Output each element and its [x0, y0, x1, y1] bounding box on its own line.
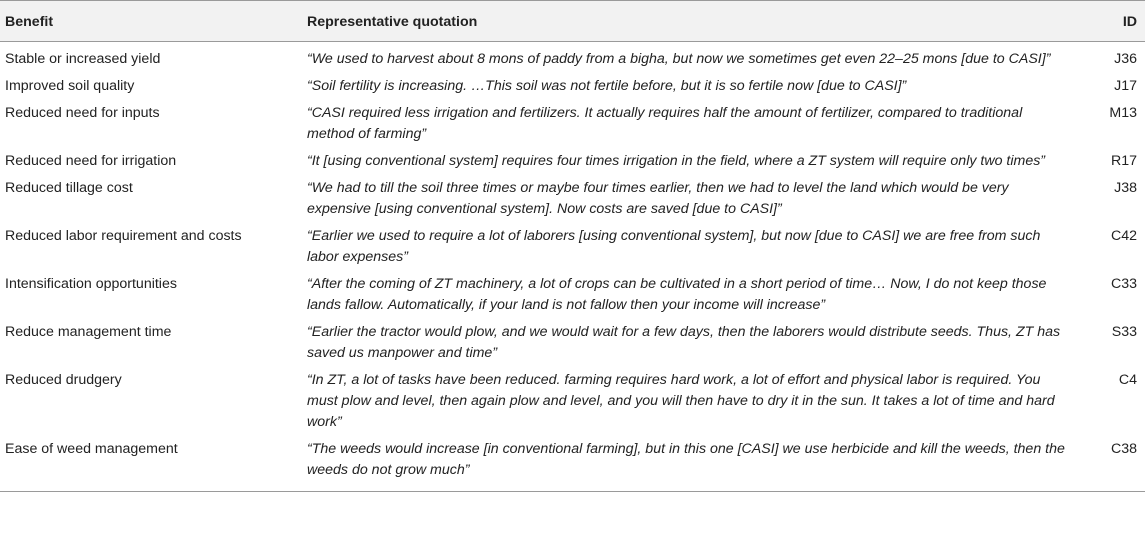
id-cell: M13 [1109, 105, 1137, 121]
id-cell: C42 [1110, 228, 1137, 244]
id-cell: S33 [1111, 324, 1137, 340]
benefit-cell: Reduced need for irrigation [5, 153, 177, 169]
header-id: ID [1070, 1, 1145, 42]
table-row [0, 76, 1145, 103]
id-cell: C4 [1118, 372, 1137, 388]
quotation-cell: “CASI required less irrigation and fertilizers. It actually requires half the amount of fertilizer, compared to traditional method of farming” [307, 105, 1023, 142]
table-header [0, 1, 1145, 42]
benefit-cell: Reduced tillage cost [5, 180, 133, 196]
quotation-cell: “The weeds would increase [in conventional farming], but in this one [CASI] we use herbicide and kill the weeds, then the weeds do not grow much” [302, 439, 1070, 492]
benefit-cell: Reduced drudgery [5, 372, 122, 388]
header-row [0, 1, 1145, 42]
table-row [0, 178, 1145, 226]
quotation-cell: “In ZT, a lot of tasks have been reduced. farming requires hard work, a lot of effort and physical labor is required. You must plow and level, then again plow and level, and you will then have to dry it in the sun. It takes a lot of time and hard work” [307, 372, 1055, 430]
table-row [0, 322, 1145, 370]
id-cell: J38 [1114, 180, 1137, 196]
benefit-cell: Stable or increased yield [5, 51, 161, 67]
quotation-cell: “Earlier the tractor would plow, and we would wait for a few days, then the laborers would distribute seeds. Thus, ZT has saved us manpower and time” [307, 324, 1061, 361]
quotation-cell: “Earlier we used to require a lot of laborers [using conventional system], but now [due to CASI] we are free from such labor expenses” [307, 228, 1041, 265]
id-cell: R17 [1110, 153, 1137, 169]
quotation-cell: “It [using conventional system] requires four times irrigation in the field, where a ZT system will require only two times” [307, 153, 1046, 169]
benefit-cell: Reduced labor requirement and costs [5, 228, 242, 244]
benefit-cell: Improved soil quality [5, 78, 135, 94]
id-cell: C33 [1110, 276, 1137, 292]
id-cell: J17 [1114, 78, 1137, 94]
table-row [0, 103, 1145, 151]
table-row [0, 151, 1145, 178]
header-quotation: Representative quotation [302, 1, 1070, 42]
header-benefit: Benefit [0, 1, 302, 42]
table-row [0, 42, 1145, 77]
id-cell: J36 [1114, 51, 1137, 67]
benefit-cell: Reduce management time [5, 324, 172, 340]
quotation-cell: “We had to till the soil three times or maybe four times earlier, then we had to level the land which would be very expensive [using conventional system]. Now costs are saved [due to CASI]” [307, 180, 1009, 217]
benefit-cell: Reduced need for inputs [5, 105, 160, 121]
table-row [0, 274, 1145, 322]
benefit-cell: Ease of weed management [0, 439, 302, 492]
id-cell: C38 [1070, 439, 1145, 492]
quotation-cell: “We used to harvest about 8 mons of paddy from a bigha, but now we sometimes get even 22–25 mons [due to CASI]” [307, 51, 1051, 67]
table-body [0, 42, 1145, 492]
benefit-cell: Intensification opportunities [5, 276, 177, 292]
quotation-cell: “Soil fertility is increasing. …This soil was not fertile before, but it is so fertile now [due to CASI]” [307, 78, 907, 94]
table-row [0, 439, 1145, 492]
table-row [0, 370, 1145, 439]
table-row [0, 226, 1145, 274]
quotation-cell: “After the coming of ZT machinery, a lot of crops can be cultivated in a short period of time… Now, I do not keep those lands fallow. Automatically, if your land is not fallow then your income will increase” [307, 276, 1047, 313]
